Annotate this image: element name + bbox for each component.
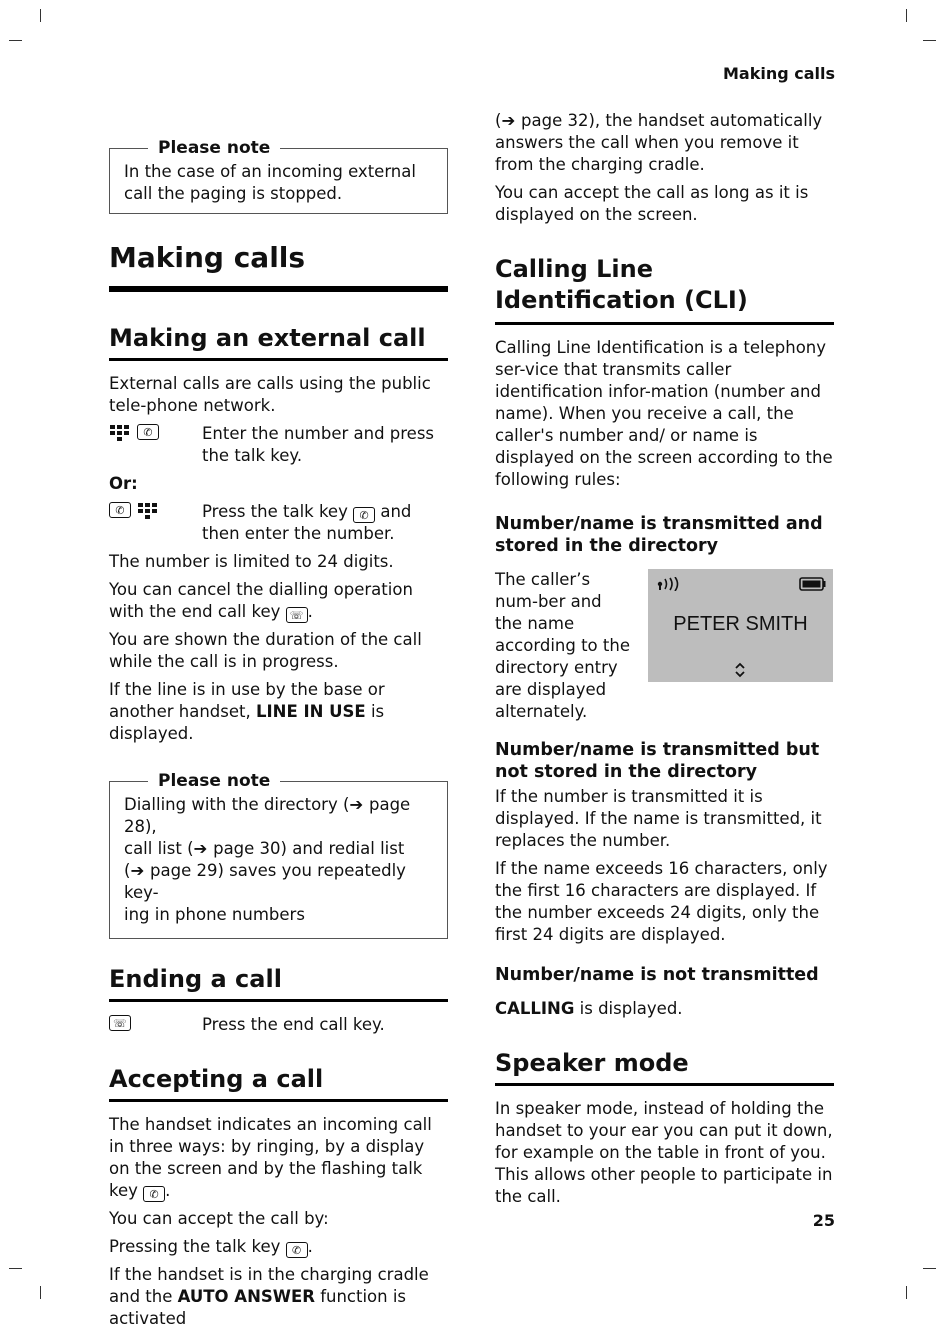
cli-not-stored-p2: If the name exceeds 16 characters, only the first 16 characters are displayed. If the number exceeds 24 digits, only the first 24 digits are displayed. — [495, 859, 828, 944]
accepting-p3: Pressing the talk key ✆ . — [109, 1237, 313, 1257]
arrow-icon: ➔ — [501, 111, 522, 130]
battery-icon — [799, 577, 826, 591]
note-box-paging — [109, 138, 448, 214]
note-line — [124, 860, 433, 904]
digit-limit: The number is limited to 24 digits. — [109, 552, 394, 571]
cancel-text-a: You can cancel the dialling operation with the end call key — [109, 580, 413, 621]
duration-text: You are shown the duration of the call while the call is in progress. — [109, 630, 422, 671]
note-link: page 29) saves you repeatedly key- — [124, 861, 406, 902]
subheading-stored: Number/name is transmitted and stored in the directory — [495, 514, 823, 556]
cli-intro: Calling Line Identification is a telephony ser-vice that transmits caller identification infor-mation (number and name). When you receive a call, the caller's number and/ or name is displayed on the screen according to the following rules: — [495, 338, 833, 489]
arrow-icon: ➔ — [349, 795, 369, 814]
step-dial-then-talk — [109, 423, 448, 467]
crop-mark — [906, 1286, 907, 1299]
line-in-use-label: LINE IN USE — [255, 702, 366, 721]
calling-label: CALLING — [495, 999, 575, 1018]
subheading-not-transmitted: Number/name is not transmitted — [495, 965, 819, 985]
section-title-making-calls: Making calls — [109, 242, 448, 292]
accepting-p6: You can accept the call as long as it is displayed on the screen. — [495, 183, 809, 224]
note-box-directory — [109, 771, 448, 939]
talk-key-icon: ✆ — [137, 424, 159, 440]
crop-mark — [923, 40, 936, 41]
step-text: Enter the number and press the talk key. — [202, 424, 435, 465]
or-label: Or: — [109, 474, 138, 493]
accepting-p4 — [109, 1264, 448, 1330]
inuse-b: is displayed. — [109, 702, 385, 743]
step-text-b: and then enter the number. — [202, 502, 412, 543]
accepting-p1: The handset indicates an incoming call in three ways: by ringing, by a display on the screen and by the flashing talk key ✆ . — [109, 1115, 432, 1201]
heading-ending-call: Ending a call — [109, 964, 448, 1002]
inuse-a: If the line is in use by the base or another handset, — [109, 680, 385, 721]
note-text: Dialling with the directory ( — [124, 795, 350, 814]
talk-key-icon: ✆ — [143, 1186, 165, 1202]
talk-key-icon: ✆ — [353, 507, 375, 523]
note-text: ( — [124, 861, 131, 880]
handset-display — [648, 569, 833, 682]
accepting-p4-b: function is activated — [109, 1287, 407, 1328]
keypad-icon — [137, 502, 159, 522]
note-title: Please note — [148, 770, 280, 792]
accepting-p5 — [495, 110, 834, 176]
calling-text-b: is displayed. — [579, 999, 683, 1018]
line-in-use-text — [109, 679, 448, 745]
external-intro: External calls are calls using the public tele-phone network. — [109, 374, 431, 415]
accepting-p4-a: If the handset is in the charging cradle and the — [109, 1265, 429, 1306]
page-number: 25 — [812, 1211, 835, 1230]
calling-text — [495, 998, 834, 1020]
heading-accepting-call: Accepting a call — [109, 1064, 448, 1102]
step-text: Press the end call key. — [202, 1015, 385, 1034]
speaker-text: In speaker mode, instead of holding the handset to your ear you can put it down, for example on the table in front of you. This allows other people to participate in the call. — [495, 1099, 833, 1206]
heading-cli: Calling Line Identification (CLI) — [495, 254, 834, 325]
crop-mark — [9, 40, 22, 41]
talk-key-icon: ✆ — [109, 502, 131, 518]
step-text-a: Press the talk key — [202, 502, 348, 521]
accepting-p3-text: Pressing the talk key — [109, 1237, 281, 1256]
note-title: Please note — [148, 137, 280, 159]
step-text — [202, 501, 448, 545]
heading-external-call: Making an external call — [109, 323, 448, 361]
crop-mark — [40, 1286, 41, 1299]
display-caller-name: PETER SMITH — [673, 613, 808, 635]
cli-stored-text: The caller’s num-ber and the name according to the directory entry are displayed alternately. — [495, 570, 630, 721]
accepting-p5-b: page 32), the handset automatically answers the call when you remove it from the charging cradle. — [495, 111, 823, 174]
cli-not-stored-p1: If the number is transmitted it is displayed. If the name is transmitted, it replaces the number. — [495, 787, 822, 850]
accepting-p2: You can accept the call by: — [109, 1209, 329, 1228]
note-line: ing in phone numbers — [124, 905, 305, 924]
step-talk-then-dial — [109, 501, 448, 545]
accepting-p5-a: ( — [495, 111, 502, 130]
heading-speaker-mode: Speaker mode — [495, 1048, 834, 1086]
end-call-key-icon: ☏ — [109, 1015, 131, 1031]
note-line — [124, 838, 433, 860]
left-column — [109, 138, 448, 1336]
note-link: page 28), — [124, 795, 411, 836]
running-head: Making calls — [722, 64, 835, 83]
talk-key-icon: ✆ — [286, 1242, 308, 1258]
accepting-p1-text: The handset indicates an incoming call in three ways: by ringing, by a display on the screen and by the flashing talk key — [109, 1115, 432, 1200]
note-text: call list ( — [124, 839, 194, 858]
auto-answer-label: AUTO ANSWER — [177, 1287, 315, 1306]
crop-mark — [9, 1268, 22, 1269]
note-line — [124, 794, 433, 838]
crop-mark — [923, 1268, 936, 1269]
signal-icon — [657, 577, 685, 591]
note-link: page 30) and redial list — [213, 839, 405, 858]
scroll-up-down-icon — [734, 662, 746, 678]
subheading-not-stored: Number/name is transmitted but not stored in the directory — [495, 740, 820, 782]
crop-mark — [40, 9, 41, 22]
cancel-text: You can cancel the dialling operation with the end call key ☏ . — [109, 580, 413, 622]
note-text: In the case of an incoming external call the paging is stopped. — [124, 162, 416, 203]
arrow-icon: ➔ — [130, 861, 151, 880]
cli-stored-row — [495, 569, 834, 723]
right-column — [495, 110, 834, 1214]
crop-mark — [906, 9, 907, 22]
keypad-icon — [109, 424, 131, 444]
end-call-key-icon: ☏ — [286, 607, 308, 623]
step-end-call — [109, 1014, 448, 1036]
arrow-icon: ➔ — [193, 839, 214, 858]
